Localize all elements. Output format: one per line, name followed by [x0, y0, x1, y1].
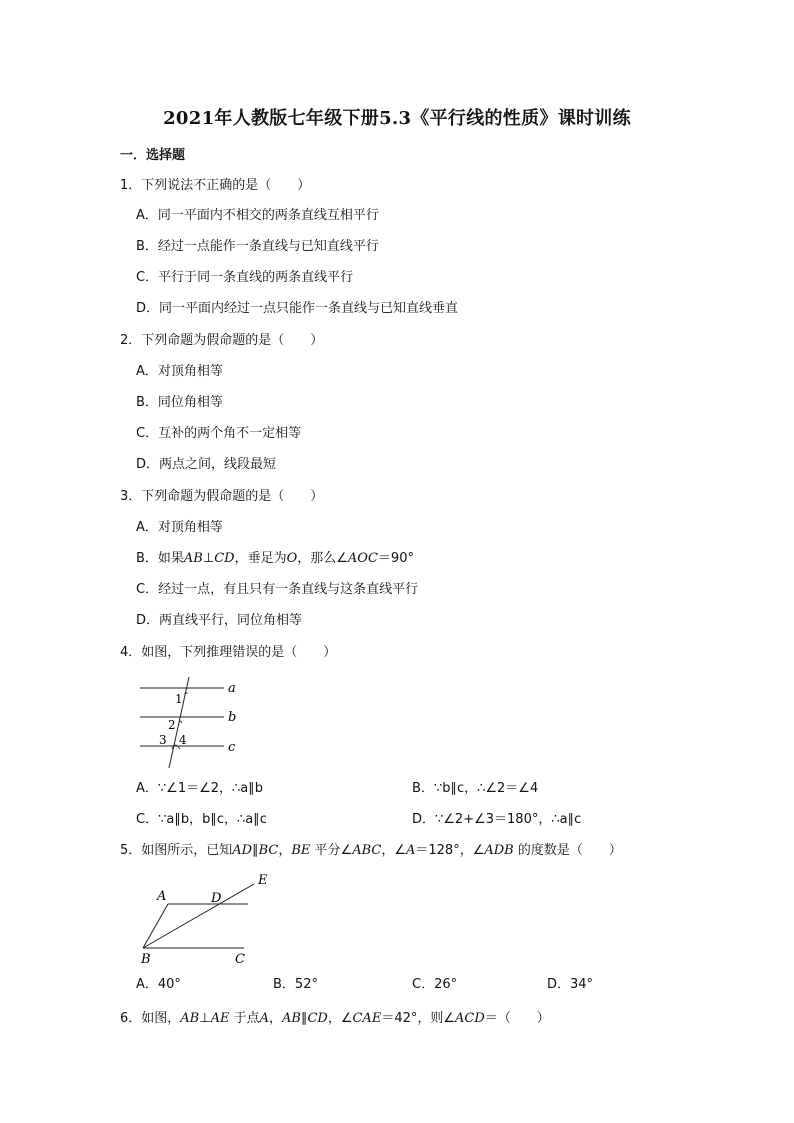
- question-2-stem: 2．下列命题为假命题的是（ ）: [120, 333, 324, 348]
- question-2-option-b: B．同位角相等: [136, 395, 223, 410]
- label-angle-3: 3: [159, 733, 167, 747]
- stem-text: 的度数是（ ）: [513, 843, 622, 858]
- segment-bc: BC: [258, 843, 279, 858]
- option-text: ＝90°: [377, 551, 414, 566]
- label-c: c: [228, 740, 236, 755]
- label-angle-4: 4: [179, 733, 187, 747]
- label-point-a: A: [157, 889, 167, 904]
- stem-text: 于点: [229, 1011, 260, 1026]
- question-4-figure: [132, 675, 252, 775]
- question-6-stem: [120, 1011, 550, 1027]
- page-title: 2021年人教版七年级下册5.3《平行线的性质》课时训练: [163, 108, 631, 129]
- angle-abc: ABC: [352, 843, 382, 858]
- question-5-option-d: D．34°: [547, 977, 594, 992]
- parallel-symbol: ∥: [252, 843, 259, 858]
- label-point-b: B: [141, 952, 151, 967]
- question-4-option-b: B．∵b∥c，∴∠2＝∠4: [412, 781, 539, 796]
- question-1-option-b: B．经过一点能作一条直线与已知直线平行: [136, 239, 379, 254]
- angle-a: A: [406, 843, 416, 858]
- question-1-option-d: D．同一平面内经过一点只能作一条直线与已知直线垂直: [136, 301, 459, 316]
- label-point-e: E: [258, 873, 268, 888]
- question-4-stem: 4．如图，下列推理错误的是（ ）: [120, 645, 337, 660]
- angle-1-arc: [185, 693, 188, 695]
- segment-ab: AB: [282, 1011, 301, 1026]
- question-4-option-c: C．∵a∥b，b∥c，∴a∥c: [136, 812, 267, 827]
- option-text: ，垂足为: [234, 551, 287, 566]
- question-2-option-c: C．互补的两个角不一定相等: [136, 426, 302, 441]
- option-text: B．如果: [136, 551, 184, 566]
- segment-cd: CD: [214, 551, 235, 566]
- perp-symbol: ⊥: [199, 1011, 211, 1026]
- question-3-option-d: D．两直线平行，同位角相等: [136, 613, 303, 628]
- angle-cae: CAE: [352, 1011, 382, 1026]
- stem-text: ，: [268, 1011, 282, 1026]
- angle-acd: ACD: [455, 1011, 485, 1026]
- angle-adb: ADB: [484, 843, 514, 858]
- question-1-option-c: C．平行于同一条直线的两条直线平行: [136, 270, 354, 285]
- question-2-option-d: D．两点之间，线段最短: [136, 457, 277, 472]
- question-4-option-d: D．∵∠2+∠3＝180°，∴a∥c: [412, 812, 582, 827]
- parallel-symbol: ∥: [300, 1011, 308, 1026]
- stem-text: ，∠: [381, 843, 406, 858]
- question-5-option-c: C．26°: [412, 977, 458, 992]
- question-4-option-a: A．∵∠1＝∠2，∴a∥b: [136, 781, 264, 796]
- label-point-c: C: [235, 952, 245, 967]
- stem-text: 5．如图所示，已知: [120, 843, 233, 858]
- point-o: O: [286, 551, 298, 566]
- question-1-stem: 1．下列说法不正确的是（ ）: [120, 178, 311, 193]
- segment-be: BE: [291, 843, 311, 858]
- option-text: ，那么∠: [297, 551, 348, 566]
- question-5-option-a: A．40°: [136, 977, 181, 992]
- question-3-option-c: C．经过一点，有且只有一条直线与这条直线平行: [136, 582, 419, 597]
- question-5-stem: [120, 843, 622, 859]
- segment-ad: AD: [232, 843, 253, 858]
- question-2-option-a: A．对顶角相等: [136, 364, 223, 379]
- segment-ab: AB: [183, 551, 203, 566]
- point-a: A: [259, 1011, 269, 1026]
- stem-text: ＝（ ）: [484, 1011, 550, 1026]
- stem-text: ＝42°，则∠: [381, 1011, 456, 1026]
- stem-text: 6．如图，: [120, 1011, 181, 1026]
- segment-ab: AB: [180, 1011, 200, 1026]
- label-point-d: D: [211, 891, 222, 906]
- stem-text: ，: [278, 843, 292, 858]
- perp-symbol: ⊥: [202, 551, 215, 566]
- label-b: b: [228, 710, 237, 725]
- question-1-option-a: A．同一平面内不相交的两条直线互相平行: [136, 208, 379, 223]
- stem-text: ＝128°，∠: [415, 843, 485, 858]
- question-3-option-a: A．对顶角相等: [136, 520, 223, 535]
- stem-text: ，∠: [327, 1011, 353, 1026]
- label-angle-1: 1: [175, 692, 183, 706]
- question-5-figure: [134, 870, 284, 970]
- question-5-option-b: B．52°: [273, 977, 318, 992]
- segment-cd: CD: [307, 1011, 328, 1026]
- section-heading: 一．选择题: [120, 148, 186, 163]
- segment-ae: AE: [210, 1011, 230, 1026]
- question-3-option-b: [136, 551, 414, 567]
- stem-text: 平分∠: [310, 843, 353, 858]
- segment-ab-line: [143, 904, 168, 948]
- label-a: a: [228, 681, 236, 696]
- question-3-stem: 3．下列命题为假命题的是（ ）: [120, 489, 324, 504]
- label-angle-2: 2: [168, 718, 176, 732]
- angle-aoc: AOC: [347, 551, 378, 566]
